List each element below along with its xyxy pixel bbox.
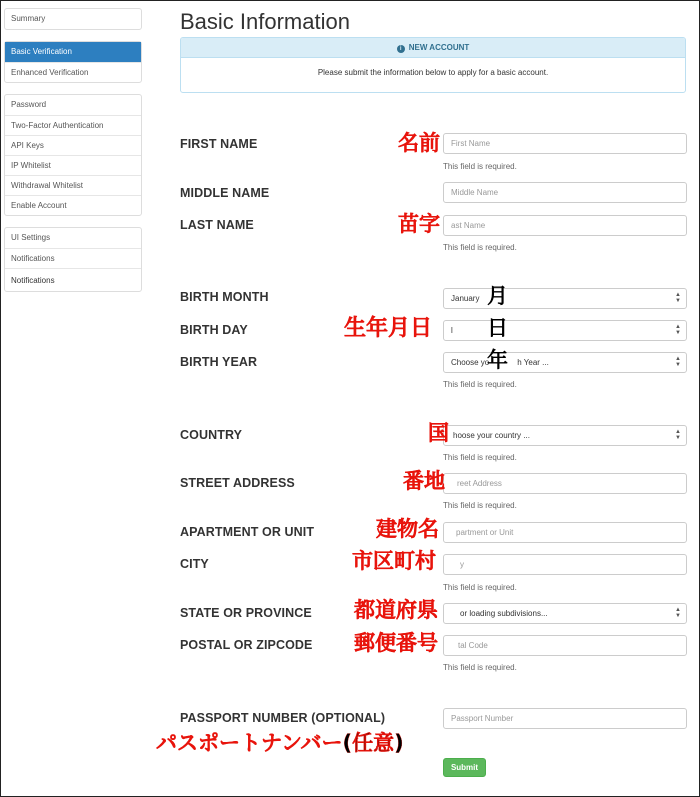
birth-month-annotation: 月 [487,284,508,308]
sidebar-item-two-factor[interactable]: Two-Factor Authentication [5,115,141,135]
country-select[interactable] [443,425,687,446]
state-value: or loading subdivisions... [460,609,548,618]
apartment-input[interactable]: partment or Unit [443,522,687,543]
first-name-required: This field is required. [443,162,517,171]
apartment-label: APARTMENT OR UNIT [180,525,315,539]
birth-month-select[interactable] [443,284,687,309]
passport-annotation-optional: (任意) [342,731,404,755]
birth-year-annotation: 年 [487,348,508,372]
birth-day-annotation: 日 [487,316,508,340]
country-annotation: 国 [428,421,449,445]
select-caret-icon: ▲ ▼ [675,324,681,336]
sidebar [4,8,142,303]
page-title: Basic Information [180,9,350,34]
postal-annotation: 郵便番号 [354,631,438,655]
info-icon: i [397,45,405,53]
sidebar-item-password[interactable]: Password [11,100,47,109]
birth-year-select[interactable] [443,348,687,373]
submit-button[interactable]: Submit [443,758,486,777]
sidebar-item-notifications[interactable]: Notifications [5,248,141,268]
select-caret-icon: ▲ ▼ [675,292,681,304]
first-name-input[interactable]: First Name [443,133,687,154]
first-name-label: FIRST NAME [180,137,258,151]
city-annotation: 市区町村 [352,549,436,573]
sidebar-group-settings [4,227,142,292]
country-value: hoose your country ... [453,431,530,440]
birth-year-value: Choose yo [451,358,490,367]
passport-annotation [156,733,404,754]
middle-name-input[interactable]: Middle Name [443,182,687,203]
sidebar-item-ip-whitelist[interactable]: IP Whitelist [5,155,141,175]
sidebar-item-basic-verification[interactable]: Basic Verification [5,42,141,62]
new-account-notice [180,37,686,93]
select-caret-icon: ▲ ▼ [675,429,681,441]
first-name-annotation: 名前 [398,131,440,155]
birth-month-value: January [451,294,480,303]
city-label: CITY [180,557,209,571]
passport-input[interactable]: Passport Number [443,708,687,729]
select-caret-icon: ▲ ▼ [675,607,681,619]
state-annotation: 都道府県 [354,598,438,622]
sidebar-group-verification [4,41,142,83]
birthdate-group-annotation: 生年月日 [344,316,433,341]
sidebar-item-enable-account[interactable]: Enable Account [5,195,141,215]
birth-day-select[interactable] [443,316,687,341]
birth-year-required: This field is required. [443,380,517,389]
state-label: STATE OR PROVINCE [180,606,312,620]
birth-month-label: BIRTH MONTH [180,290,269,304]
middle-name-label: MIDDLE NAME [180,186,270,200]
select-caret-icon: ▲ ▼ [675,356,681,368]
city-required: This field is required. [443,583,517,592]
street-address-annotation: 番地 [403,469,445,493]
last-name-annotation: 苗字 [398,212,440,236]
apartment-annotation: 建物名 [376,517,439,541]
city-input[interactable]: y [443,554,687,575]
street-address-label: STREET ADDRESS [180,476,295,490]
birth-day-value: l [451,326,453,335]
sidebar-item-notifications-2[interactable]: Notifications [5,268,141,291]
sidebar-item-api-keys[interactable]: API Keys [5,135,141,155]
last-name-label: LAST NAME [180,218,254,232]
country-required: This field is required. [443,453,517,462]
passport-annotation-text: パスポートナンバー [156,731,343,755]
notice-header [181,38,685,58]
street-address-required: This field is required. [443,501,517,510]
sidebar-item-ui-settings[interactable]: UI Settings [11,233,51,242]
last-name-required: This field is required. [443,243,517,252]
postal-input[interactable]: tal Code [443,635,687,656]
state-select[interactable] [443,603,687,624]
sidebar-group-overview [4,8,142,30]
postal-label: POSTAL OR ZIPCODE [180,638,313,652]
birth-day-label: BIRTH DAY [180,323,248,337]
postal-required: This field is required. [443,663,517,672]
country-label: COUNTRY [180,428,243,442]
sidebar-item-enhanced-verification[interactable]: Enhanced Verification [5,62,141,82]
last-name-input[interactable]: ast Name [443,215,687,236]
sidebar-item-summary[interactable]: Summary [11,14,46,23]
notice-heading: NEW ACCOUNT [408,43,470,52]
sidebar-item-withdrawal-whitelist[interactable]: Withdrawal Whitelist [5,175,141,195]
street-address-input[interactable]: reet Address [443,473,687,494]
passport-label: PASSPORT NUMBER (OPTIONAL) [180,711,386,725]
sidebar-group-security [4,94,142,216]
birth-year-value-tail: h Year ... [517,358,549,367]
birth-year-label: BIRTH YEAR [180,355,258,369]
notice-text: Please submit the information below to apply for a basic account. [317,68,549,77]
